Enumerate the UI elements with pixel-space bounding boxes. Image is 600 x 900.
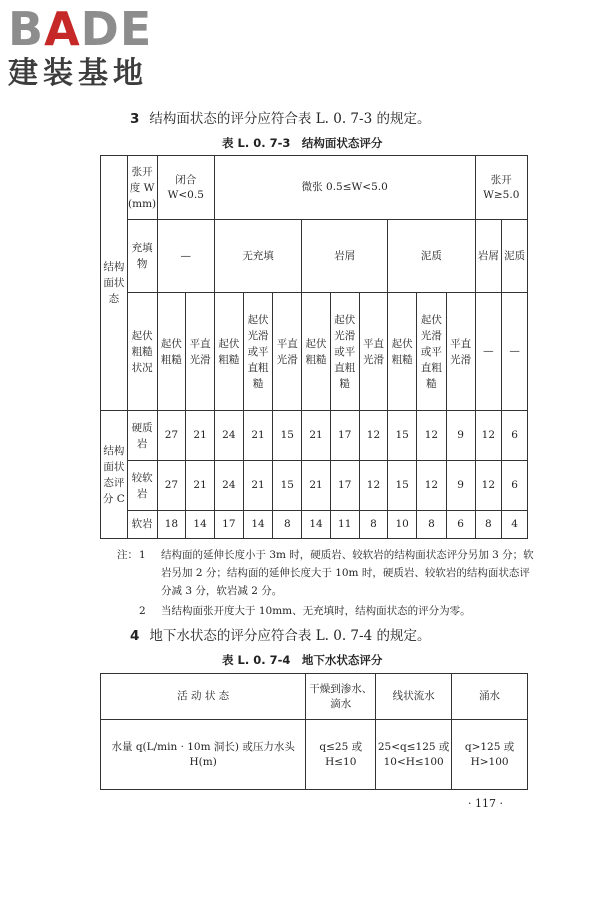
filling-mud: 泥质	[388, 220, 475, 293]
score-cell: 12	[417, 411, 447, 461]
header-gushing: 涌水	[452, 674, 528, 720]
score-cell: 21	[186, 411, 215, 461]
row-label-water-volume: 水量 q(L/min · 10m 洞长) 或压力水头 H(m)	[101, 720, 306, 790]
score-cell: 21	[243, 411, 273, 461]
clause-4-number: 4	[130, 628, 140, 644]
cell-dry-seepage: q≤25 或 H≤10	[306, 720, 376, 790]
score-cell: 24	[214, 461, 243, 511]
table-row	[101, 411, 528, 461]
roughness-cell: 平直光滑	[273, 293, 302, 411]
score-cell: 15	[273, 411, 302, 461]
score-cell: 8	[475, 511, 502, 539]
roughness-cell: 平直光滑	[186, 293, 215, 411]
score-cell: 15	[388, 461, 417, 511]
score-cell: 18	[157, 511, 186, 539]
note-text: 当结构面张开度大于 10mm、无充填时，结构面状态的评分为零。	[161, 605, 471, 617]
filling-dash: —	[157, 220, 214, 293]
table-row	[101, 511, 528, 539]
filling-open-mud: 泥质	[502, 220, 528, 293]
rowhead-score: 结构面状态评分 C	[101, 411, 128, 539]
roughness-label: 起伏粗糙状况	[127, 293, 157, 411]
score-cell: 6	[502, 411, 528, 461]
logo-subtitle: 建装基地	[8, 56, 148, 91]
clause-3	[130, 110, 430, 128]
score-cell: 8	[359, 511, 388, 539]
rowhead-state: 结构面状态	[101, 156, 128, 411]
filling-row	[101, 220, 528, 293]
note-item	[117, 546, 537, 600]
note-text: 结构面的延伸长度小于 3m 时，硬质岩、较软岩的结构面状态评分另加 3 分；软岩另加 2 分；结构面的延伸长度大于 10m 时，硬质岩、较软岩的结构面状态评分减 3 分，软岩减 2 分。	[161, 549, 534, 597]
header-linear-flow: 线状流水	[376, 674, 452, 720]
table-header-row	[101, 674, 528, 720]
rock-type: 硬质岩	[127, 411, 157, 461]
logo-wordmark: BADE	[8, 2, 153, 56]
score-cell: 21	[302, 461, 331, 511]
table-row	[101, 461, 528, 511]
score-cell: 8	[417, 511, 447, 539]
aperture-label: 张开度 W (mm)	[127, 156, 157, 220]
roughness-row	[101, 293, 528, 411]
score-cell: 9	[446, 411, 475, 461]
aperture-row	[101, 156, 528, 220]
score-cell: 6	[502, 461, 528, 511]
notes-label: 注：	[117, 549, 138, 561]
clause-4	[130, 627, 430, 645]
score-cell: 4	[502, 511, 528, 539]
note-number: 1	[139, 549, 146, 561]
table-4-caption: 表 L. 0. 7-4 地下水状态评分	[222, 653, 383, 667]
score-cell: 21	[186, 461, 215, 511]
score-cell: 17	[330, 461, 359, 511]
aperture-open: 张开 W≥5.0	[475, 156, 528, 220]
brand-logo	[8, 2, 178, 96]
score-cell: 21	[243, 461, 273, 511]
score-cell: 27	[157, 411, 186, 461]
roughness-cell: 起伏粗糙	[302, 293, 331, 411]
score-cell: 11	[330, 511, 359, 539]
score-cell: 21	[302, 411, 331, 461]
score-cell: 14	[186, 511, 215, 539]
score-cell: 12	[475, 411, 502, 461]
score-cell: 14	[243, 511, 273, 539]
clause-3-text: 结构面状态的评分应符合表 L. 0. 7-3 的规定。	[149, 111, 431, 127]
roughness-cell: 起伏粗糙	[157, 293, 186, 411]
score-cell: 17	[214, 511, 243, 539]
score-cell: 14	[302, 511, 331, 539]
cell-linear-flow: 25<q≤125 或 10<H≤100	[376, 720, 452, 790]
roughness-cell: —	[502, 293, 528, 411]
rock-type: 较软岩	[127, 461, 157, 511]
score-cell: 24	[214, 411, 243, 461]
table-row	[101, 720, 528, 790]
clause-3-number: 3	[130, 111, 140, 127]
score-cell: 10	[388, 511, 417, 539]
score-cell: 15	[388, 411, 417, 461]
roughness-cell: 起伏粗糙	[214, 293, 243, 411]
score-cell: 15	[273, 461, 302, 511]
score-cell: 6	[446, 511, 475, 539]
filling-rock-debris: 岩屑	[302, 220, 388, 293]
header-dry-seepage: 干燥到渗水、滴水	[306, 674, 376, 720]
score-cell: 8	[273, 511, 302, 539]
roughness-cell: 起伏粗糙	[388, 293, 417, 411]
clause-4-text: 地下水状态的评分应符合表 L. 0. 7-4 的规定。	[149, 628, 431, 644]
table-3-notes	[117, 546, 537, 620]
filling-label: 充填物	[127, 220, 157, 293]
roughness-cell: —	[475, 293, 502, 411]
note-item	[117, 602, 537, 620]
cell-gushing: q>125 或 H>100	[452, 720, 528, 790]
roughness-cell: 起伏光滑或平直粗糙	[330, 293, 359, 411]
score-cell: 12	[359, 461, 388, 511]
aperture-micro: 微张 0.5≤W<5.0	[214, 156, 475, 220]
score-cell: 27	[157, 461, 186, 511]
page-number: · 117 ·	[468, 797, 503, 810]
roughness-cell: 平直光滑	[446, 293, 475, 411]
table-3-caption: 表 L. 0. 7-3 结构面状态评分	[222, 136, 383, 150]
filling-open-rock: 岩屑	[475, 220, 502, 293]
roughness-cell: 平直光滑	[359, 293, 388, 411]
roughness-cell: 起伏光滑或平直粗糙	[243, 293, 273, 411]
structure-state-table	[100, 155, 528, 539]
aperture-closed: 闭合 W<0.5	[157, 156, 214, 220]
note-number: 2	[139, 605, 146, 617]
filling-none: 无充填	[214, 220, 301, 293]
groundwater-state-table	[100, 673, 528, 790]
score-cell: 12	[475, 461, 502, 511]
header-activity-state: 活 动 状 态	[101, 674, 306, 720]
score-cell: 9	[446, 461, 475, 511]
score-cell: 17	[330, 411, 359, 461]
score-cell: 12	[359, 411, 388, 461]
roughness-cell: 起伏光滑或平直粗糙	[417, 293, 447, 411]
rock-type: 软岩	[127, 511, 157, 539]
score-cell: 12	[417, 461, 447, 511]
